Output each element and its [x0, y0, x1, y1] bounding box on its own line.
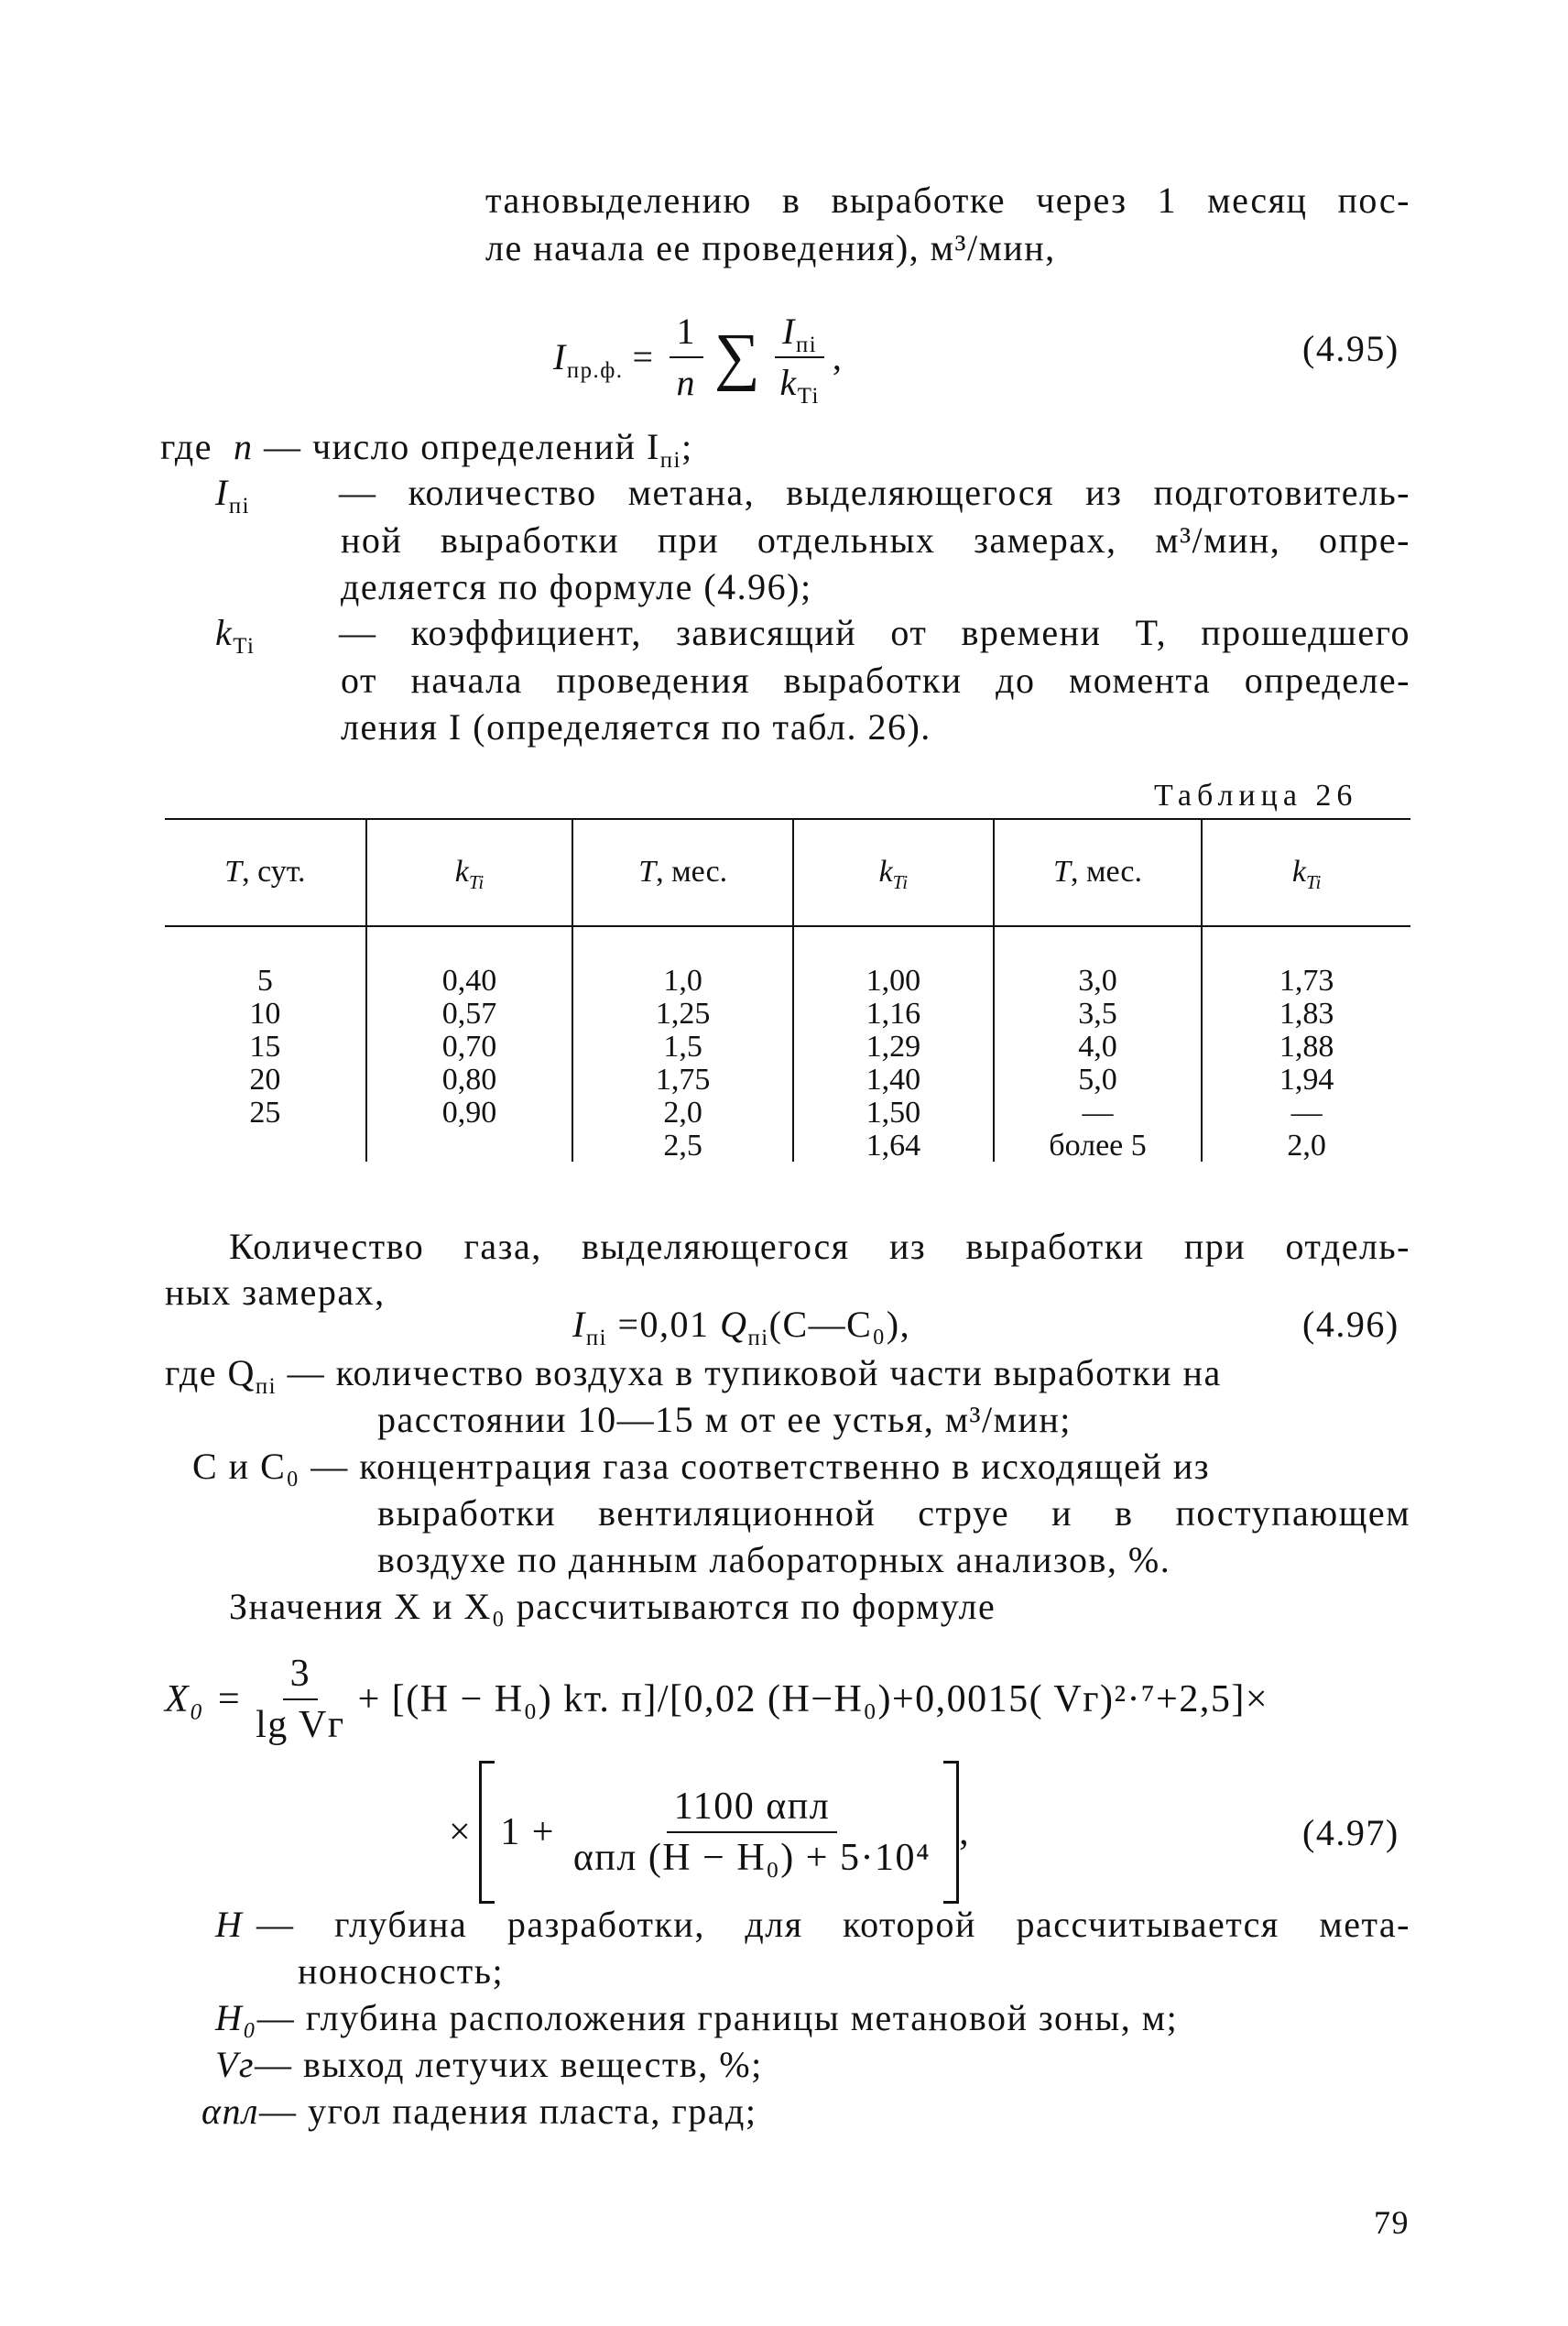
definition-Q-cont: расстоянии 10—15 м от ее устья, м³/мин;: [377, 1399, 1072, 1440]
definition-C: С и С₀ — концентрация газа соответственно в исходящей из: [192, 1446, 1211, 1487]
definition-k-cont-2: ления I (определяется по табл. 26).: [341, 706, 931, 748]
formula-number-4-96: (4.96): [1302, 1304, 1399, 1345]
definition-C-cont-2: воздухе по данным лабораторных анализов, %.: [377, 1539, 1171, 1580]
formula-4-95: $I_{пр.ф.}$ = $\frac{1}{n}$ ∑ $\frac{I_{пi}}{k_{Ti}}$ ,: [553, 311, 844, 409]
table-col-5: T, мес. 3,0 3,5 4,0 5,0 — более 5: [995, 818, 1203, 1162]
definition-n: где n — число определений $I_{пi}$;: [160, 426, 693, 473]
definition-k-text: — коэффициент, зависящий от времени T, прошедшего: [339, 612, 1410, 653]
para2-line-2: ных замерах,: [165, 1272, 386, 1313]
data-table: [165, 818, 1410, 1162]
definition-Q: где $Q_{пi}$ — количество воздуха в тупиковой части выработки на: [165, 1352, 1222, 1399]
formula-number-4-97: (4.97): [1302, 1812, 1399, 1853]
definition-I-symbol: $I_{пi}$: [215, 472, 250, 519]
intro-line-1: тановыделению в выработке через 1 месяц пос-: [485, 180, 1410, 221]
table-col-6: $k_{Ti}$ 1,73 1,83 1,88 1,94 — 2,0: [1279, 855, 1334, 1163]
table-col-1: T, сут. 5 10 15 20 25: [165, 818, 367, 1162]
table-col-3: T, мес. 1,0 1,25 1,5 1,75 2,0 2,5: [573, 818, 794, 1162]
definition-k-cont-1: от начала проведения выработки до момента определе-: [341, 660, 1410, 701]
formula-4-97-line-2: × 1 + $\frac{\text{1100 αпл}}{\text{αпл (H − H₀) + 5·10⁴}}$ ,: [449, 1754, 970, 1910]
definition-k-symbol: $k_{Ti}$: [215, 612, 256, 659]
table-col-2: $k_{Ti}$ 0,40 0,57 0,70 0,80 0,90: [367, 818, 574, 1162]
formula-4-96: $I_{пi} =0,01$ $Q_{пi}(С—С_0)$,: [572, 1304, 911, 1350]
para2-line-1: Количество газа, выделяющегося из выработки при отдель-: [229, 1226, 1410, 1267]
definition-alpha: αпл— угол падения пласта, град;: [201, 2091, 757, 2132]
formula-4-97-line-1: X₀ = $\frac{3}{\text{lg Vг}}$ + [(H − H₀) kт. п]/[0,02 (H−H₀)+0,0015( Vг)²·⁷+2,5]×: [165, 1653, 1269, 1746]
definition-V: Vг— выход летучих веществ, %;: [215, 2044, 763, 2085]
definition-I-cont-1: ной выработки при отдельных замерах, м³/мин, опре-: [341, 519, 1410, 561]
definition-H-text: — глубина разработки, для которой рассчитывается мета-: [256, 1904, 1410, 1945]
para3: Значения X и X₀ рассчитываются по формуле: [229, 1586, 996, 1627]
definition-I-cont-2: деляется по формуле (4.96);: [341, 566, 812, 607]
definition-H-cont: ноносность;: [298, 1950, 505, 1992]
definition-C-cont-1: выработки вентиляционной струе и в поступающем: [377, 1492, 1410, 1534]
intro-line-2: ле начала ее проведения), м³/мин,: [485, 227, 1056, 268]
definition-H-symbol: H: [215, 1904, 244, 1945]
formula-number-4-95: (4.95): [1302, 328, 1399, 369]
definition-H0: H₀— глубина расположения границы метановой зоны, м;: [215, 1997, 1179, 2038]
table-col-4: $k_{Ti}$ 1,00 1,16 1,29 1,40 1,50 1,64: [794, 818, 995, 1162]
definition-I-text: — количество метана, выделяющегося из подготовитель-: [339, 472, 1410, 513]
page-number: 79: [1374, 2204, 1410, 2241]
table-caption: Таблица 26: [1154, 779, 1358, 813]
